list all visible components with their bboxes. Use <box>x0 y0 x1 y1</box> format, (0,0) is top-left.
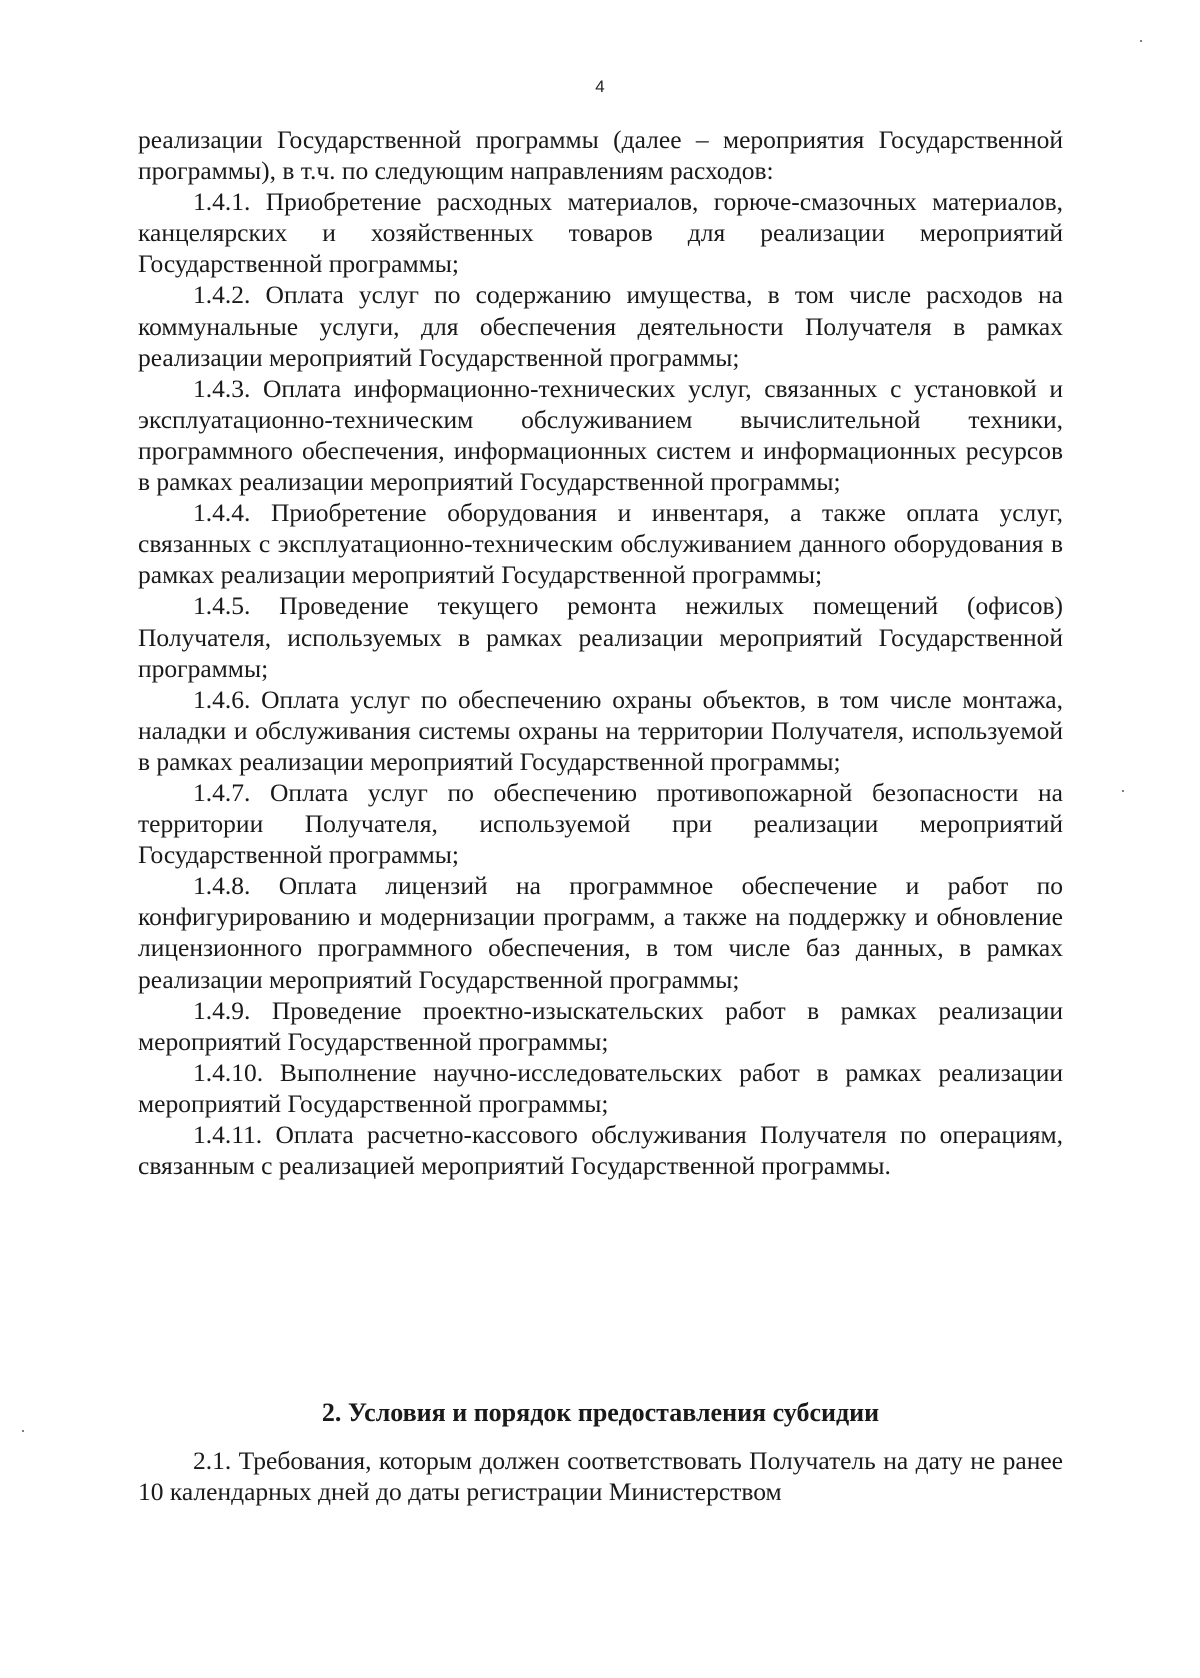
scan-speck <box>22 1430 24 1432</box>
section-body <box>138 1445 1063 1507</box>
section-heading: 2. Условия и порядок предоставления субсидии <box>321 1398 880 1427</box>
item-1-4-6: 1.4.6. Оплата услуг по обеспечению охраны объектов, в том числе монтажа, наладки и обслуживания системы охраны на территории Получателя, используемой в рамках реализации мероприятий Государственной программы; <box>138 684 1063 776</box>
intro-paragraph: реализации Государственной программы (далее – мероприятия Государственной программы), в т.ч. по следующим направлениям расходов: <box>138 125 1063 186</box>
page-number: 4 <box>595 77 605 96</box>
item-1-4-1: 1.4.1. Приобретение расходных материалов, горюче-смазочных материалов, канцелярских и хозяйственных товаров для реализации мероприятий Государственной программы; <box>138 187 1063 279</box>
item-1-4-2: 1.4.2. Оплата услуг по содержанию имущества, в том числе расходов на коммунальные услуги, для обеспечения деятельности Получателя в рамках реализации мероприятий Государственной программы; <box>138 280 1063 372</box>
item-1-4-3: 1.4.3. Оплата информационно-технических услуг, связанных с установкой и эксплуатационно-техническим обслуживанием вычислительной техники, программного обеспечения, информационных систем и информационных ресурсов в рамках реализации мероприятий Государственной программы; <box>138 373 1063 497</box>
item-1-4-11: 1.4.11. Оплата расчетно-кассового обслуживания Получателя по операциям, связанным с реализацией мероприятий Государственной программы. <box>138 1120 1063 1181</box>
scan-speck <box>1122 790 1124 792</box>
item-1-4-7: 1.4.7. Оплата услуг по обеспечению противопожарной безопасности на территории Получателя, используемой при реализации мероприятий Государственной программы; <box>138 777 1063 870</box>
item-1-4-4: 1.4.4. Приобретение оборудования и инвентаря, а также оплата услуг, связанных с эксплуатационно-техническим обслуживанием данного оборудования в рамках реализации мероприятий Государственной программы; <box>138 498 1063 590</box>
item-1-4-10: 1.4.10. Выполнение научно-исследовательских работ в рамках реализации мероприятий Государственной программы; <box>138 1057 1063 1118</box>
scan-speck <box>1140 40 1142 42</box>
item-1-4-5: 1.4.5. Проведение текущего ремонта нежилых помещений (офисов) Получателя, используемых в рамках реализации мероприятий Государственной программы; <box>138 591 1063 683</box>
body-text <box>138 124 1063 1181</box>
section-paragraph-2-1: 2.1. Требования, которым должен соответствовать Получатель на дату не ранее 10 календарных дней до даты регистрации Министерством <box>138 1446 1063 1507</box>
item-1-4-8: 1.4.8. Оплата лицензий на программное обеспечение и работ по конфигурированию и модернизации программ, а также на поддержку и обновление лицензионного программного обеспечения, в том числе баз данных, в рамках реализации мероприятий Государственной программы; <box>138 871 1063 994</box>
item-1-4-9: 1.4.9. Проведение проектно-изыскательских работ в рамках реализации мероприятий Государственной программы; <box>138 995 1063 1056</box>
